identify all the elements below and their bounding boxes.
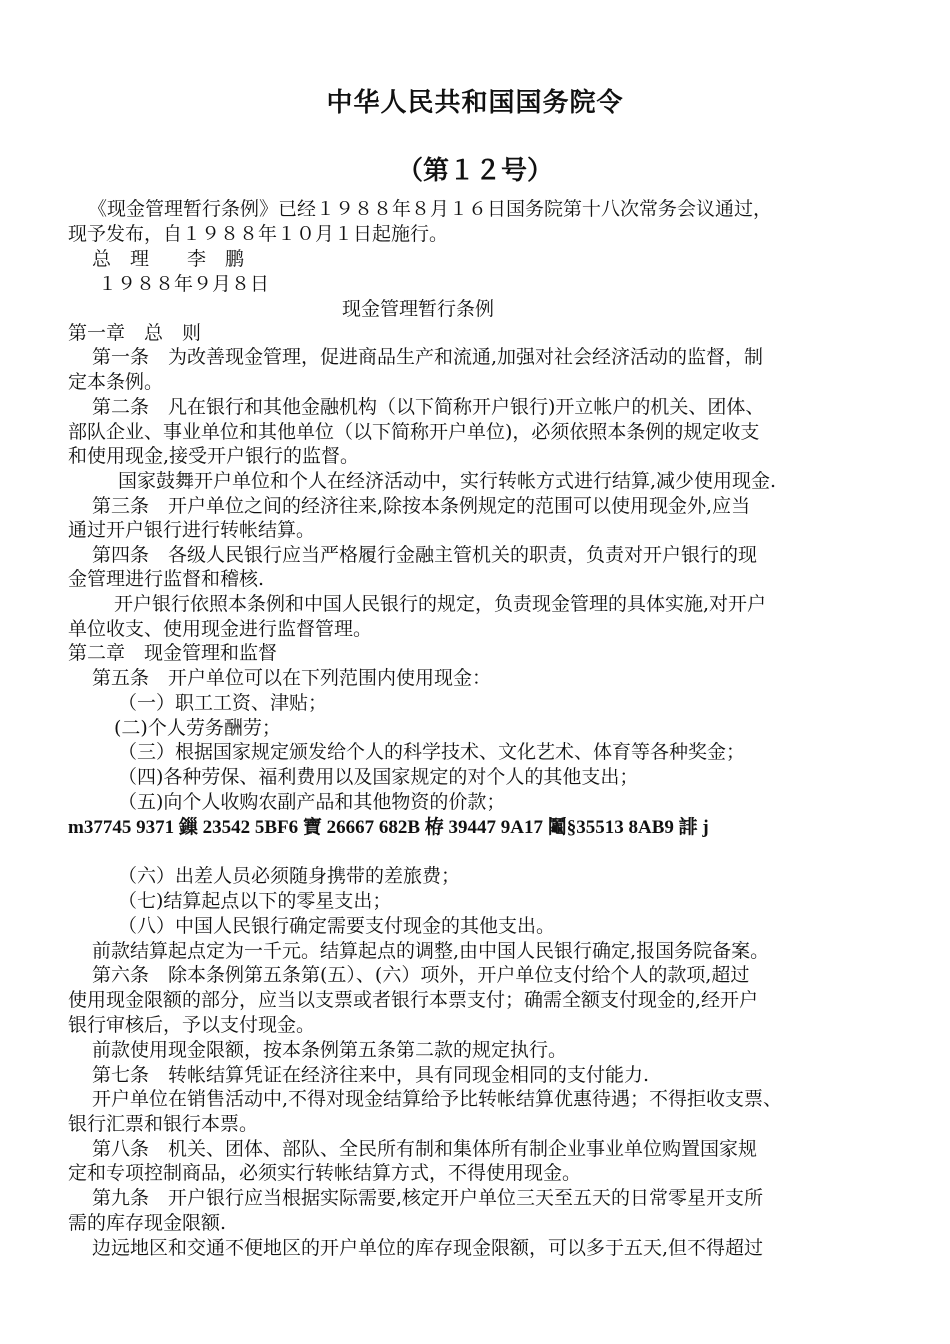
list-item: （五)向个人收购农副产品和其他物资的价款； [118,791,506,813]
article-line: 单位收支、使用现金进行监督管理。 [68,618,373,640]
regulation-title: 现金管理暂行条例 [342,298,495,320]
chapter-heading: 第一章 总 则 [68,322,202,344]
list-item: （八）中国人民银行确定需要支付现金的其他支出。 [118,915,556,937]
article-line: 第三条 开户单位之间的经济往来,除按本条例规定的范围可以使用现金外,应当 [92,495,751,517]
article-line: 前款结算起点定为一千元。结算起点的调整,由中国人民银行确定,报国务院备案。 [92,940,770,962]
article-line: 定本条例。 [68,371,164,393]
list-item: (二)个人劳务酬劳； [114,717,281,739]
list-item: （一）职工工资、津贴； [118,692,328,714]
article-line: 通过开户银行进行转帐结算。 [68,519,316,541]
article-line: 第七条 转帐结算凭证在经济往来中，具有同现金相同的支付能力. [92,1064,650,1086]
article-line: 银行审核后，予以支付现金。 [68,1014,316,1036]
article-line: 第六条 除本条例第五条第(五）、(六）项外，开户单位支付给个人的款项,超过 [92,964,750,986]
list-item: （七)结算起点以下的零星支出； [118,890,392,912]
chapter-heading: 第二章 现金管理和监督 [68,642,278,664]
document-title: 中华人民共和国国务院令 [326,88,624,118]
article-line: 部队企业、事业单位和其他单位（以下简称开户单位)，必须依照本条例的规定收支 [68,421,760,443]
article-line: 定和专项控制商品，必须实行转帐结算方式，不得使用现金。 [68,1162,582,1184]
article-line: 使用现金限额的部分，应当以支票或者银行本票支付；确需全额支付现金的,经开户 [68,989,759,1011]
article-line: 第五条 开户单位可以在下列范围内使用现金： [92,667,492,689]
article-line: 银行汇票和银行本票。 [68,1113,259,1135]
article-line: 国家鼓舞开户单位和个人在经济活动中，实行转帐方式进行结算,减少使用现金. [118,470,777,492]
article-line: 第一条 为改善现金管理，促进商品生产和流通,加强对社会经济活动的监督，制 [92,346,764,368]
signatory: 总 理 李 鹏 [92,248,245,270]
article-line: 边远地区和交通不便地区的开户单位的库存现金限额，可以多于五天,但不得超过 [92,1237,764,1259]
preamble-line-2: 现予发布，自１９８８年１０月１日起施行。 [68,223,449,245]
article-line: 需的库存现金限额. [68,1212,227,1234]
article-line: 第四条 各级人民银行应当严格履行金融主管机关的职责，负责对开户银行的现 [92,544,758,566]
list-item: （三）根据国家规定颁发给个人的科学技术、文化艺术、体育等各种奖金； [118,741,746,763]
article-line: 前款使用现金限额，按本条例第五条第二款的规定执行。 [92,1039,568,1061]
list-item: （四)各种劳保、福利费用以及国家规定的对个人的其他支出； [118,766,639,788]
article-line: 金管理进行监督和稽核. [68,568,265,590]
garbled-text-line: m37745 9371 鏁 23542 5BF6 寶 26667 682B 栫 39447 9A17 鬮§35513 8AB9 誹 j [68,817,709,838]
article-line: 和使用现金,接受开户银行的监督。 [68,445,360,467]
article-line: 开户单位在销售活动中,不得对现金结算给予比转帐结算优惠待遇；不得拒收支票、 [92,1088,783,1110]
list-item: （六）出差人员必须随身携带的差旅费； [118,865,461,887]
preamble-line-1: 《现金管理暂行条例》已经１９８８年８月１６日国务院第十八次常务会议通过， [88,198,773,220]
order-number: （第１２号） [396,156,553,186]
article-line: 第八条 机关、团体、部队、全民所有制和集体所有制企业事业单位购置国家规 [92,1138,758,1160]
article-line: 开户银行依照本条例和中国人民银行的规定，负责现金管理的具体实施,对开户 [114,593,767,615]
article-line: 第九条 开户银行应当根据实际需要,核定开户单位三天至五天的日常零星开支所 [92,1187,764,1209]
signing-date: １９８８年９月８日 [98,273,270,295]
article-line: 第二条 凡在银行和其他金融机构（以下简称开户银行)开立帐户的机关、团体、 [92,396,765,418]
